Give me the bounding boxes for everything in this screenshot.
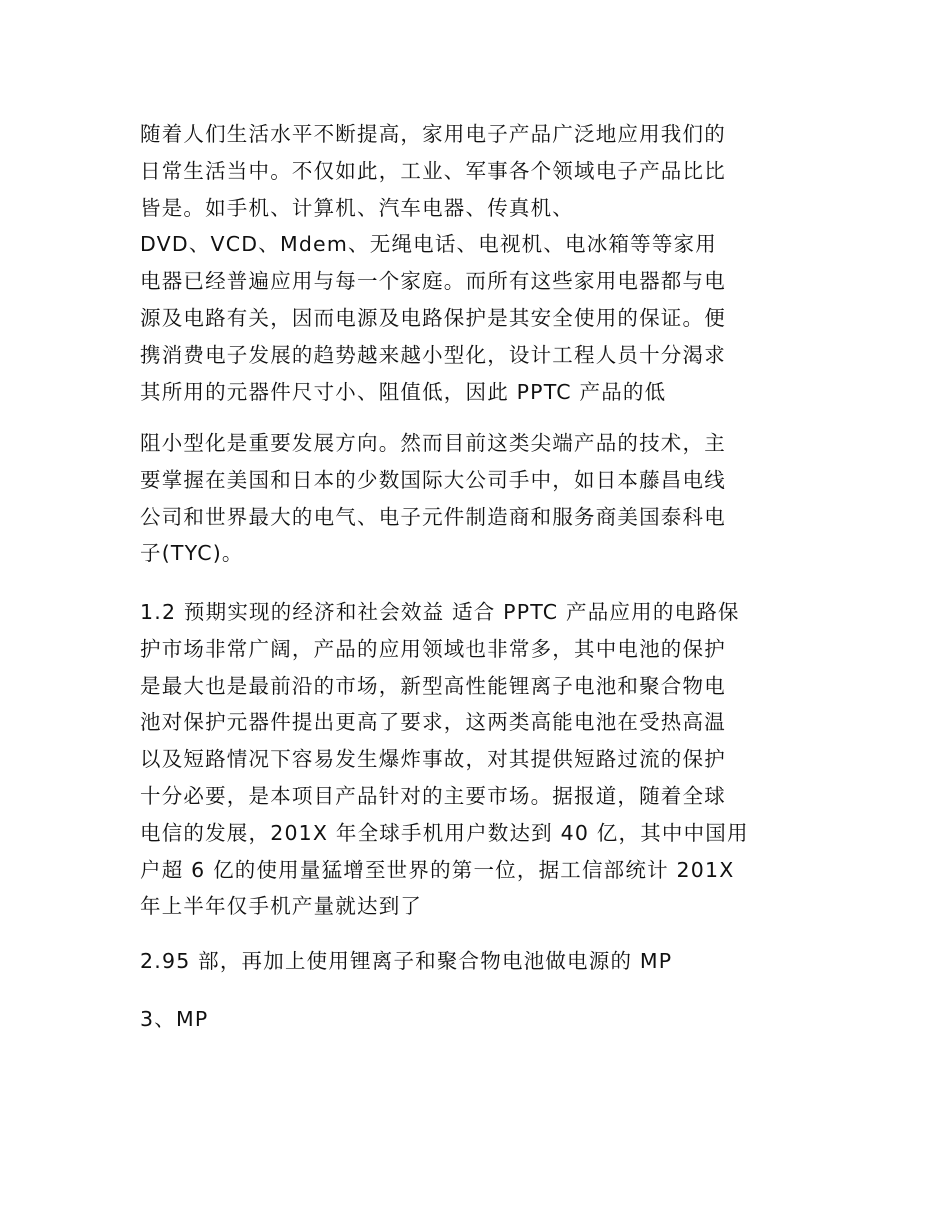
text-line: 电器已经普遍应用与每一个家庭。而所有这些家用电器都与电 (140, 269, 726, 294)
text-line: 子(TYC)。 (140, 541, 244, 566)
text-line: 要掌握在美国和日本的少数国际大公司手中，如日本藤昌电线 (140, 467, 726, 492)
text-line: 是最大也是最前沿的市场，新型高性能锂离子电池和聚合物电 (140, 673, 726, 698)
text-line: 户超 6 亿的使用量猛增至世界的第一位，据工信部统计 201X (140, 857, 735, 882)
text-line: 护市场非常广阔，产品的应用领域也非常多，其中电池的保护 (140, 636, 726, 661)
paragraph-1 (140, 116, 810, 410)
text-line: 以及短路情况下容易发生爆炸事故，对其提供短路过流的保护 (140, 747, 726, 772)
paragraph-3 (140, 594, 810, 925)
text-line: 池对保护元器件提出更高了要求，这两类高能电池在受热高温 (140, 710, 726, 735)
text-line: 阻小型化是重要发展方向。然而目前这类尖端产品的技术，主 (140, 431, 726, 455)
text-line: 皆是。如手机、计算机、汽车电器、传真机、 (140, 195, 574, 220)
text-line: 随着人们生活水平不断提高，家用电子产品广泛地应用我们的 (140, 122, 726, 146)
text-line: 2.95 部，再加上使用锂离子和聚合物电池做电源的 MP (140, 949, 673, 973)
text-line: 公司和世界最大的电气、电子元件制造商和服务商美国泰科电 (140, 504, 726, 529)
text-line: DVD、VCD、Mdem、无绳电话、电视机、电冰箱等等家用 (140, 232, 717, 257)
text-line: 3、MP (140, 1007, 209, 1031)
text-line: 1.2 预期实现的经济和社会效益 适合 PPTC 产品应用的电路保 (140, 600, 740, 624)
text-line: 携消费电子发展的趋势越来越小型化，设计工程人员十分渴求 (140, 342, 726, 367)
text-line: 日常生活当中。不仅如此，工业、军事各个领域电子产品比比 (140, 158, 726, 183)
paragraph-5 (140, 1001, 810, 1038)
paragraph-2 (140, 425, 810, 572)
text-line: 十分必要，是本项目产品针对的主要市场。据报道，随着全球 (140, 783, 726, 808)
text-line: 其所用的元器件尺寸小、阻值低，因此 PPTC 产品的低 (140, 379, 667, 404)
text-line: 年上半年仅手机产量就达到了 (140, 894, 423, 919)
paragraph-4 (140, 943, 810, 980)
text-line: 电信的发展，201X 年全球手机用户数达到 40 亿，其中中国用 (140, 820, 749, 845)
text-line: 源及电路有关，因而电源及电路保护是其安全使用的保证。便 (140, 305, 726, 330)
